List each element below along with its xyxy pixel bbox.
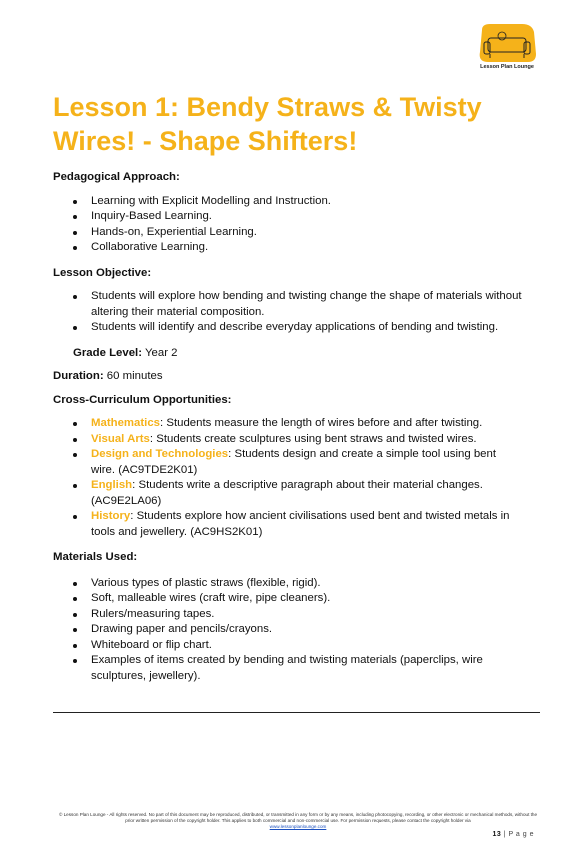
page-title: Lesson 1: Bendy Straws & Twisty Wires! - Shape Shifters!: [53, 92, 482, 156]
divider: [53, 712, 540, 713]
lesson-content: [53, 170, 523, 684]
list-item: [53, 509, 523, 540]
page-number: [492, 831, 534, 838]
sofa-logo-icon: [478, 24, 536, 64]
subject-text: : Students measure the length of wires before and after twisting.: [160, 417, 483, 429]
subject-label: Visual Arts: [91, 432, 150, 445]
subject-text: : Students design and create a simple tool using bent wire. (AC9TDE2K01): [91, 448, 496, 476]
subject-label: English: [91, 479, 133, 491]
copyright-footer: [58, 812, 538, 830]
cross-curriculum-list: [53, 416, 523, 540]
list-item: [53, 447, 523, 478]
duration: [53, 369, 523, 385]
subject-label: Design and Technologies: [91, 448, 229, 460]
objective-list: [53, 289, 523, 336]
subject-label: Mathematics: [91, 417, 161, 429]
objective-heading: Lesson Objective:: [53, 266, 152, 279]
list-item: Soft, malleable wires (craft wire, pipe cleaners).: [53, 591, 523, 607]
list-item: Drawing paper and pencils/crayons.: [53, 622, 523, 638]
subject-text: : Students explore how ancient civilisations used bent and twisted metals in tools and jewellery. (AC9HS2K01): [91, 510, 510, 538]
website-link[interactable]: www.lessonplanlounge.com: [269, 824, 327, 829]
materials-list: [53, 576, 523, 685]
list-item: Students will identify and describe everyday applications of bending and twisting.: [53, 320, 523, 336]
duration-value: 60 minutes: [103, 370, 163, 382]
page-label: | P a g e: [501, 831, 534, 838]
logo-text: Lesson Plan Lounge: [480, 64, 534, 70]
copyright-text: © Lesson Plan Lounge - All rights reserved. No part of this document may be reproduced, distributed, or transmitted in any form or by any means, including photocopying, recording, or other electronic or mechanical methods, without the prior written permission of the copyright holder. This applies to both commercial and non-commercial use. For permission requests, please contact the copyright holder via: [58, 812, 538, 823]
list-item: [53, 416, 523, 432]
list-item: [53, 478, 523, 509]
list-item: Rulers/measuring tapes.: [53, 607, 523, 623]
materials-heading: Materials Used:: [53, 551, 138, 563]
subject-text: : Students create sculptures using bent straws and twisted wires.: [149, 432, 477, 445]
grade-value: Year 2: [142, 346, 178, 359]
page-number-value: 13: [492, 831, 502, 838]
pedagogical-list: [53, 194, 523, 256]
list-item: Inquiry-Based Learning.: [53, 209, 523, 225]
grade-level: [73, 346, 523, 362]
list-item: Various types of plastic straws (flexible, rigid).: [53, 576, 523, 592]
subject-label: History: [91, 510, 131, 522]
list-item: Hands-on, Experiential Learning.: [53, 225, 523, 241]
subject-text: : Students write a descriptive paragraph about their material changes. (AC9E2LA06): [91, 479, 483, 507]
list-item: Examples of items created by bending and twisting materials (paperclips, wire sculptures, jewellery).: [53, 653, 523, 684]
pedagogical-heading: Pedagogical Approach:: [53, 171, 180, 183]
duration-label: Duration:: [53, 370, 104, 382]
list-item: Learning with Explicit Modelling and Instruction.: [53, 194, 523, 210]
grade-label: Grade Level:: [73, 346, 143, 359]
list-item: [53, 432, 523, 448]
list-item: Whiteboard or flip chart.: [53, 638, 523, 654]
cross-curriculum-heading: Cross-Curriculum Opportunities:: [53, 393, 232, 406]
list-item: Students will explore how bending and twisting change the shape of materials without altering their material composition.: [53, 289, 523, 320]
list-item: Collaborative Learning.: [53, 240, 523, 256]
logo: [474, 24, 538, 76]
